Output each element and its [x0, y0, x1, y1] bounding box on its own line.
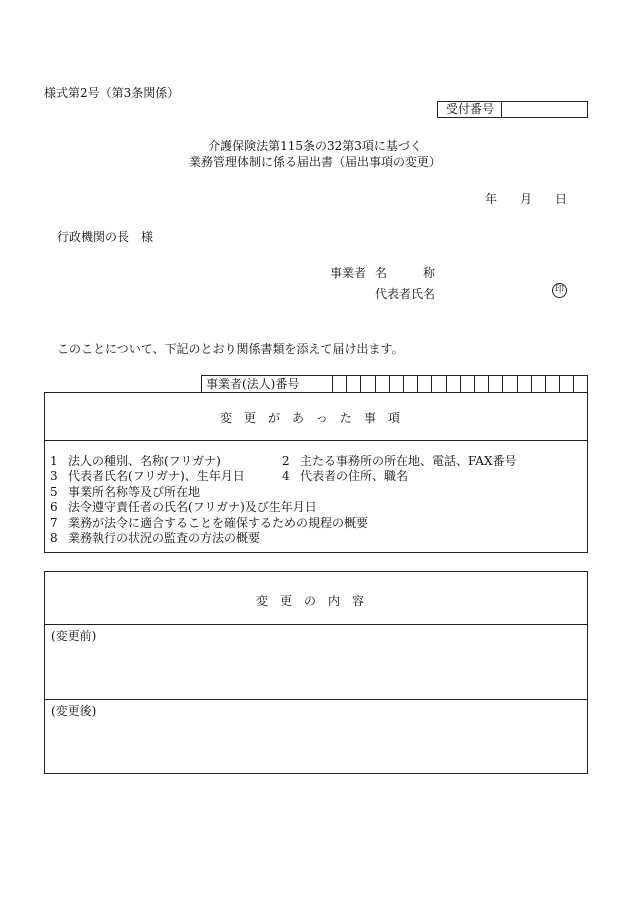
change-item-num: 7	[50, 516, 58, 530]
date-day: 日	[555, 192, 568, 206]
corp-number-digit-cell[interactable]	[376, 376, 388, 392]
corp-number-digit-cell[interactable]	[333, 376, 345, 392]
seal-mark: 印	[552, 283, 567, 298]
content-section-title: 変更の内容	[255, 594, 376, 608]
change-item-text: 主たる事務所の所在地、電話、FAX番号	[300, 454, 517, 468]
receipt-number-box	[437, 101, 588, 118]
corp-number-digit-cell[interactable]	[390, 376, 402, 392]
corp-number-digit-cell[interactable]	[361, 376, 373, 392]
change-item-num: 4	[282, 469, 290, 483]
corp-number-digit-cell[interactable]	[489, 376, 501, 392]
change-item-text: 業務執行の状況の監査の方法の概要	[68, 531, 261, 545]
change-item-text: 代表者の住所、職名	[300, 469, 409, 483]
addressee: 行政機関の長 様	[57, 230, 154, 244]
receipt-number-label: 受付番号	[446, 102, 495, 116]
corp-number-row	[201, 375, 588, 393]
change-item-text: 法令遵守責任者の氏名(フリガナ)及び生年月日	[68, 500, 317, 514]
changes-section-title: 変更があった事項	[220, 411, 412, 425]
change-item-num: 6	[50, 500, 58, 514]
submission-statement: このことについて、下記のとおり関係書類を添えて届け出ます。	[57, 342, 404, 356]
change-item-text: 事業所名称等及び所在地	[68, 485, 201, 499]
corp-number-digit-cell[interactable]	[447, 376, 459, 392]
date-year: 年	[485, 192, 498, 206]
title-line-2: 業務管理体制に係る届出書（届出事項の変更）	[188, 155, 441, 169]
change-item-num: 2	[282, 454, 290, 468]
change-item-num: 8	[50, 531, 58, 545]
business-label: 事業者	[330, 266, 367, 280]
change-item-text: 業務が法令に適合することを確保するための規程の概要	[68, 516, 369, 530]
business-name-label: 名 称	[375, 266, 436, 280]
change-item-4[interactable]	[282, 467, 408, 484]
form-label: 様式第2号（第3条関係）	[44, 86, 180, 100]
content-title-divider	[45, 624, 587, 625]
corp-number-digit-cell[interactable]	[418, 376, 430, 392]
corp-number-digit-cell[interactable]	[475, 376, 487, 392]
representative-name-label: 代表者氏名	[375, 287, 436, 301]
corp-number-digit-cell[interactable]	[461, 376, 473, 392]
date-month: 月	[520, 192, 533, 206]
changes-title-divider	[45, 440, 587, 441]
corp-number-digit-cell[interactable]	[532, 376, 544, 392]
change-item-text: 法人の種別、名称(フリガナ)	[68, 454, 221, 468]
change-item-num: 5	[50, 485, 58, 499]
corp-number-digit-cell[interactable]	[518, 376, 530, 392]
after-label: (変更後)	[51, 704, 97, 718]
corp-number-digit-cell[interactable]	[347, 376, 359, 392]
corp-number-digit-cell[interactable]	[574, 376, 586, 392]
corp-number-digit-cell[interactable]	[432, 376, 444, 392]
change-item-8[interactable]	[50, 529, 260, 546]
change-item-text: 代表者氏名(フリガナ)、生年月日	[68, 469, 245, 483]
before-after-divider	[45, 699, 587, 700]
receipt-divider	[501, 102, 502, 117]
change-item-3[interactable]	[50, 467, 245, 484]
corp-number-digit-cell[interactable]	[503, 376, 515, 392]
corp-number-digit-cell[interactable]	[404, 376, 416, 392]
change-item-num: 1	[50, 454, 58, 468]
title-line-1: 介護保険法第115条の32第3項に基づく	[208, 139, 422, 153]
change-item-num: 3	[50, 469, 58, 483]
before-content-field[interactable]	[51, 644, 581, 696]
change-item-6[interactable]	[50, 498, 317, 515]
content-section	[44, 571, 588, 774]
after-content-field[interactable]	[51, 719, 581, 769]
corp-number-digit-cell[interactable]	[560, 376, 572, 392]
corp-number-digit-cell[interactable]	[546, 376, 558, 392]
before-label: (変更前)	[51, 629, 97, 643]
corp-number-label: 事業者(法人)番号	[206, 377, 300, 391]
